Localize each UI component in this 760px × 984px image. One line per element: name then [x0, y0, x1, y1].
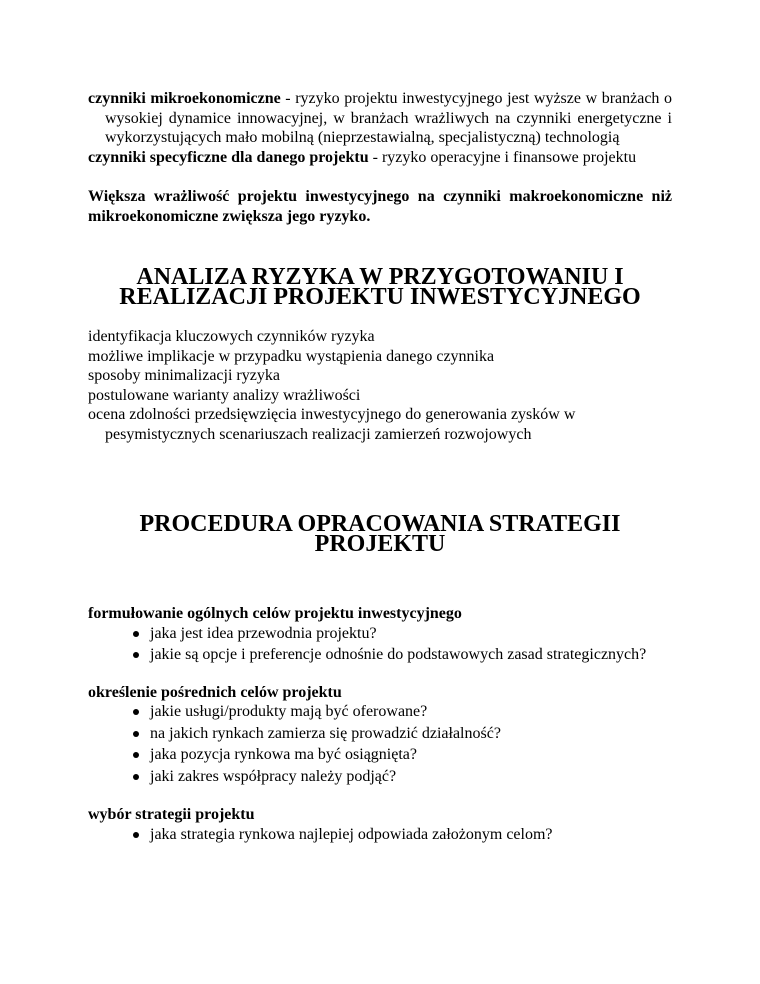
strategy-procedure-heading: PROCEDURA OPRACOWANIA STRATEGII PROJEKTU	[139, 511, 621, 557]
strategy-group-intermediate-goals	[88, 683, 672, 787]
bullet-item	[88, 645, 672, 665]
list-item: ocena zdolności przedsięwzięcia inwestycyjnego do generowania zysków w pesymistycznych scenariuszach realizacji zamierzeń rozwojowych	[88, 406, 576, 443]
risk-analysis-list	[88, 327, 672, 444]
definition-item	[88, 148, 672, 168]
bullet-list	[88, 702, 672, 786]
list-item: postulowane warianty analizy wrażliwości	[88, 386, 361, 404]
strategy-group-strategy-choice	[88, 805, 672, 844]
definition-item	[88, 89, 672, 148]
group-title: określenie pośrednich celów projektu	[88, 683, 342, 701]
bullet-icon	[133, 832, 139, 838]
bullet-item	[88, 702, 672, 722]
bullet-text: jakie usługi/produkty mają być oferowane?	[150, 703, 428, 720]
bullet-text: jaka jest idea przewodnia projektu?	[150, 624, 377, 642]
group-title: formułowanie ogólnych celów projektu inwestycyjnego	[88, 605, 462, 622]
strategy-group-general-goals	[88, 604, 672, 665]
bullet-icon	[133, 752, 139, 758]
definition-term: czynniki mikroekonomiczne	[88, 90, 281, 107]
bullet-item	[88, 724, 672, 744]
list-item: identyfikacja kluczowych czynników ryzyka	[88, 328, 375, 345]
list-item: sposoby minimalizacji ryzyka	[88, 367, 280, 384]
definition-term: czynniki specyficzne dla danego projektu	[88, 148, 369, 166]
bullet-icon	[133, 731, 139, 737]
bullet-item	[88, 624, 672, 644]
bullet-icon	[133, 631, 139, 637]
bullet-text: jakie są opcje i preferencje odnośnie do podstawowych zasad strategicznych?	[150, 646, 647, 663]
bullet-icon	[133, 709, 139, 715]
risk-analysis-heading: ANALIZA RYZYKA W PRZYGOTOWANIU I REALIZACJI PROJEKTU INWESTYCYJNEGO	[119, 264, 641, 310]
bullet-icon	[133, 774, 139, 780]
bullet-list	[88, 624, 672, 665]
definition-text: - ryzyko operacyjne i finansowe projektu	[368, 148, 637, 166]
bullet-item	[88, 825, 672, 845]
conclusion-statement: Większa wrażliwość projektu inwestycyjnego na czynniki makroekonomiczne niż mikroekonomiczne zwiększa jego ryzyko.	[88, 188, 672, 225]
group-title: wybór strategii projektu	[88, 806, 255, 823]
bullet-text: jaka pozycja rynkowa ma być osiągnięta?	[150, 746, 417, 763]
bullet-item	[88, 745, 672, 765]
bullet-item	[88, 767, 672, 787]
bullet-text: jaka strategia rynkowa najlepiej odpowiada założonym celom?	[150, 825, 553, 843]
definition-text: - ryzyko projektu inwestycyjnego jest wyższe w branżach o wysokiej dynamice innowacyjnej, w branżach wrażliwych na czynniki energetyczne i wykorzystujących mało mobilną (nieprzestawialną, specjalistyczną) technologią	[105, 90, 673, 146]
definition-list	[88, 89, 672, 167]
document-page	[88, 89, 672, 844]
bullet-list	[88, 825, 672, 845]
bullet-text: na jakich rynkach zamierza się prowadzić działalność?	[150, 724, 501, 742]
bullet-icon	[133, 652, 139, 658]
bullet-text: jaki zakres współpracy należy podjąć?	[150, 767, 397, 785]
list-item: możliwe implikacje w przypadku wystąpienia danego czynnika	[88, 347, 495, 365]
